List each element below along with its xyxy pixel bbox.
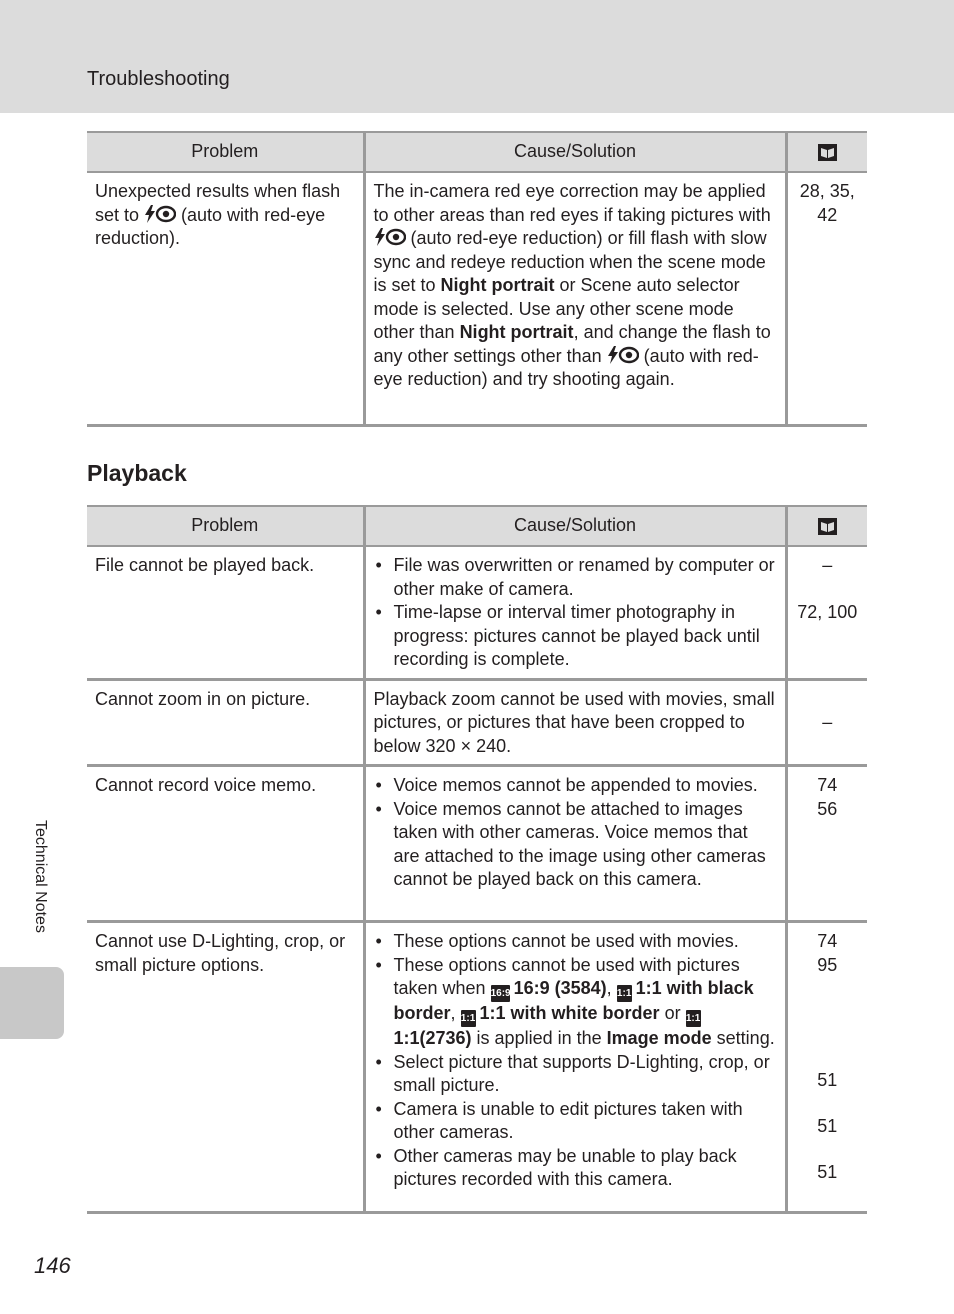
problem-cell: Cannot zoom in on picture.: [87, 679, 364, 766]
flash-red-eye-icon: [374, 227, 406, 247]
running-header: Troubleshooting: [87, 68, 230, 90]
column-header-problem: Problem: [87, 506, 364, 546]
column-header-reference: [786, 506, 867, 546]
column-header-cause: Cause/Solution: [364, 506, 786, 546]
image-mode-16-9-icon: 16:9: [491, 985, 510, 1002]
problem-cell: Cannot use D-Lighting, crop, or small picture options.: [87, 922, 364, 1213]
page-number: 146: [34, 1253, 71, 1278]
problem-cell: Cannot record voice memo.: [87, 766, 364, 922]
column-header-cause: Cause/Solution: [364, 132, 786, 172]
cause-cell: Playback zoom cannot be used with movies, small pictures, or pictures that have been cropped to below 320 × 240.: [364, 679, 786, 766]
image-mode-1-1-icon: 1:1: [461, 1010, 476, 1027]
table-row: [87, 922, 867, 1213]
list-item: • Time-lapse or interval timer photography in progress: pictures cannot be played back until recording is complete.: [374, 601, 777, 672]
column-header-reference: [786, 132, 867, 172]
page-reference-icon: [818, 518, 837, 535]
reference-cell: 28, 35, 42: [786, 172, 867, 425]
flash-red-eye-icon: [607, 345, 639, 365]
list-item: • Other cameras may be unable to play back pictures recorded with this camera.: [374, 1145, 777, 1192]
troubleshooting-table-playback: [87, 505, 867, 1214]
reference-cell: 74 95 51 51 51: [786, 922, 867, 1213]
flash-red-eye-icon: [144, 204, 176, 224]
table-row: [87, 766, 867, 922]
column-header-problem: Problem: [87, 132, 364, 172]
cause-cell: The in-camera red eye correction may be applied to other areas than red eyes if taking pictures with (auto red-eye reduction) or fill flash with slow sync and redeye reduction when the scene mode is set to Night portrait or Scene auto selector mode is selected. Use any other scene mode other than Night portrait, and change the flash to any other settings other than (auto with red-eye reduction) and try shooting again.: [364, 172, 786, 425]
sidebar-section-label: Technical Notes: [32, 820, 49, 933]
list-item: • Select picture that supports D-Lighting, crop, or small picture.: [374, 1051, 777, 1098]
cause-cell: [364, 922, 786, 1213]
table-row: [87, 679, 867, 766]
list-item: • These options cannot be used with pictures taken when 16:9 16:9 (3584), 1:1 1:1 with black border, 1:1 1:1 with white border or 1:11:1(2736) is applied in the Image mode setting.: [374, 954, 777, 1051]
image-mode-1-1-icon: 1:1: [617, 985, 632, 1002]
page-reference-icon: [818, 144, 837, 161]
sidebar-tab: [0, 967, 64, 1039]
header-band: [0, 0, 954, 113]
reference-cell: –: [786, 679, 867, 766]
reference-cell: 74 56: [786, 766, 867, 922]
list-item: • Voice memos cannot be appended to movies.: [374, 774, 777, 798]
reference-cell: – 72, 100: [786, 546, 867, 679]
list-item: • File was overwritten or renamed by computer or other make of camera.: [374, 554, 777, 601]
cause-cell: [364, 546, 786, 679]
cause-cell: [364, 766, 786, 922]
list-item: • Camera is unable to edit pictures taken with other cameras.: [374, 1098, 777, 1145]
problem-cell: Unexpected results when flash set to (auto with red-eye reduction).: [87, 172, 364, 425]
image-mode-1-1-icon: 1:1: [686, 1010, 701, 1027]
table-row: [87, 172, 867, 425]
list-item: • These options cannot be used with movies.: [374, 930, 777, 954]
section-title-playback: Playback: [87, 460, 187, 486]
troubleshooting-table-flash: [87, 131, 867, 427]
table-row: [87, 546, 867, 679]
problem-cell: File cannot be played back.: [87, 546, 364, 679]
list-item: • Voice memos cannot be attached to images taken with other cameras. Voice memos that are attached to the image using other cameras cannot be played back on this camera.: [374, 798, 777, 892]
